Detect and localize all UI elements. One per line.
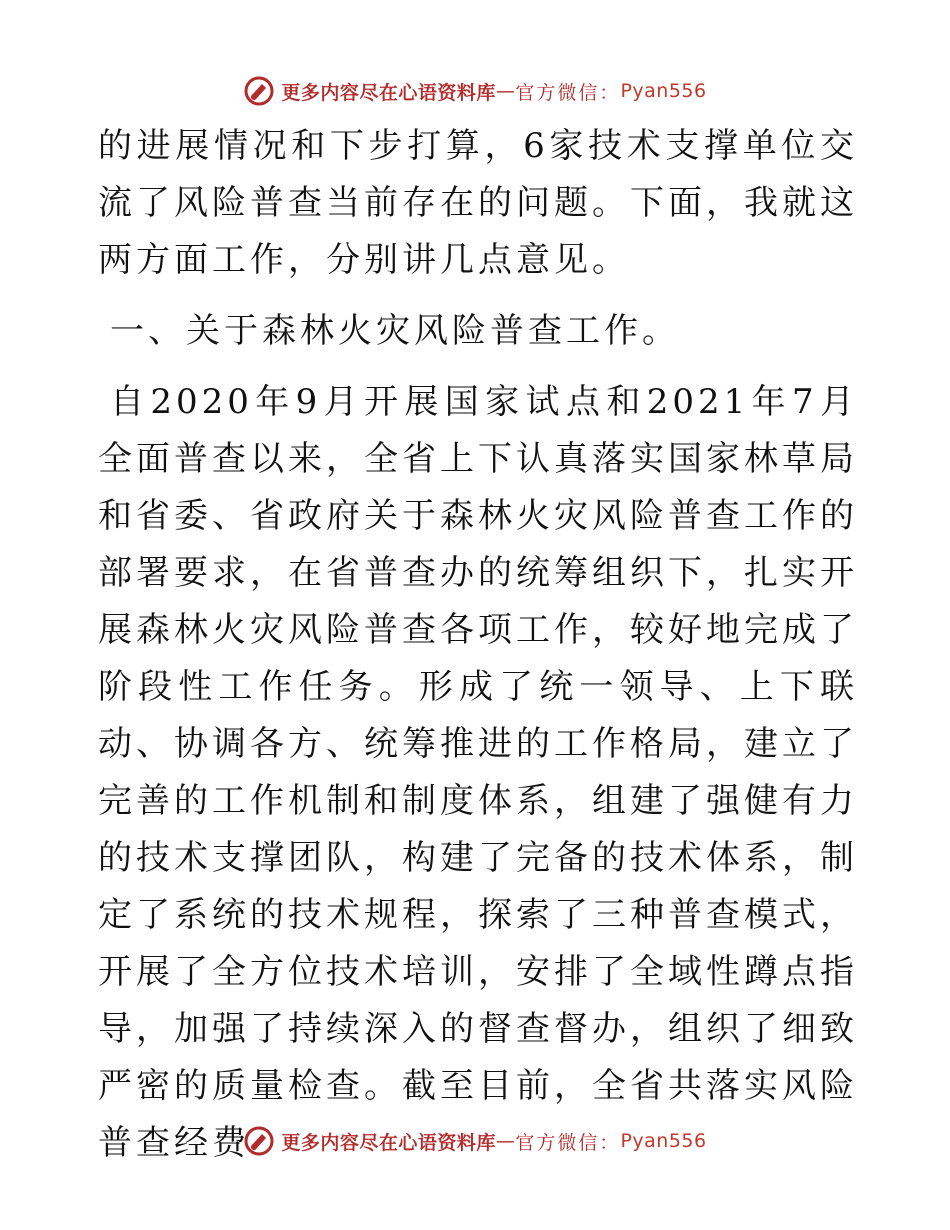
- section-heading: 一、关于森林火灾风险普查工作。: [110, 311, 680, 351]
- watermark-wechat-id: Pyan556: [620, 1130, 707, 1152]
- watermark-wechat-label: 官方微信：: [515, 1131, 621, 1154]
- paragraph-continuation: 的进展情况和下步打算，6家技术支撑单位交流了风险普查当前存在的问题。下面，我就这两方面工作，分别讲几点意见。: [98, 126, 858, 280]
- paragraph-body: 自2020年9月开展国家试点和2021年7月全面普查以来，全省上下认真落实国家林草局和省委、省政府关于森林火灾风险普查工作的部署要求，在省普查办的统筹组织下，扎实开展森林火灾风险普查各项工作，较好地完成了阶段性工作任务。形成了统一领导、上下联动、协调各方、统筹推进的工作格局，建立了完善的工作机制和制度体系，组建了强健有力的技术支撑团队，构建了完备的技术体系，制定了系统的技术规程，探索了三种普查模式，开展了全方位技术培训，安排了全域性蹲点指导，加强了持续深入的督查督办，组织了细致严密的质量检查。截至目前，全省共落实风险普查经费: [98, 382, 858, 1163]
- watermark-separator: —: [495, 80, 516, 102]
- document-body: [98, 118, 858, 1172]
- header-watermark: [0, 71, 950, 111]
- footer-watermark: [0, 1121, 950, 1161]
- watermark-brand: 更多内容尽在心语资料库: [281, 1131, 496, 1154]
- watermark-wechat-id: Pyan556: [620, 80, 707, 102]
- watermark-separator: —: [495, 1130, 516, 1152]
- red-seal-logo-icon: [243, 1125, 275, 1157]
- watermark-brand: 更多内容尽在心语资料库: [281, 81, 496, 104]
- watermark-wechat-label: 官方微信：: [515, 81, 621, 104]
- red-seal-logo-icon: [243, 75, 275, 107]
